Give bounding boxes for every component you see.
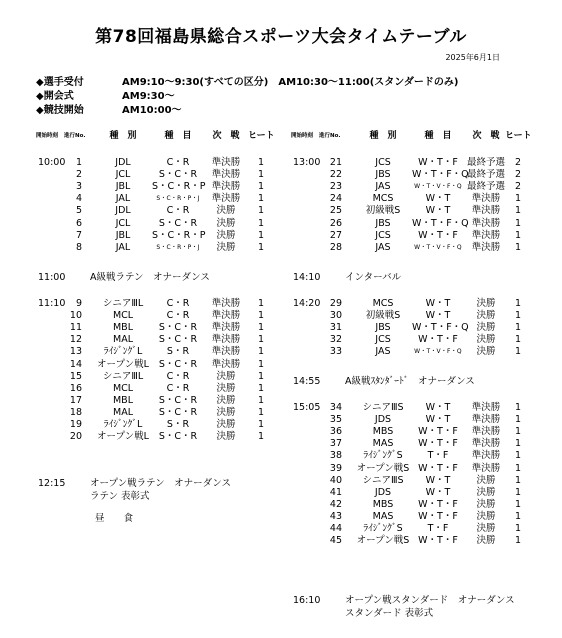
row-event: S・C・R <box>158 217 198 229</box>
header-time: 開始時刻 <box>36 133 59 139</box>
row-event: S・C・R・P <box>152 229 206 241</box>
row-round: 最終予選 <box>466 157 505 168</box>
row-round: 準決勝 <box>211 169 241 181</box>
row-heat: 1 <box>514 402 522 413</box>
row-event: C・R <box>166 205 190 217</box>
row-type: オープン戦L <box>97 431 149 443</box>
row-round: 決勝 <box>476 510 496 522</box>
row-type: JAL <box>115 241 131 253</box>
row-no: 16 <box>69 382 82 394</box>
row-type: JCL <box>115 169 131 181</box>
row-round: 決勝 <box>476 535 496 547</box>
row-heat: 1 <box>514 510 522 522</box>
row-no: 15 <box>69 370 82 382</box>
row-event: W・T・V・F・Q <box>414 243 462 251</box>
row-event: W・T・F・Q <box>412 217 469 229</box>
row-round: 決勝 <box>476 310 496 322</box>
row-heat: 1 <box>514 474 522 486</box>
row-heat: 1 <box>514 426 522 438</box>
row-type: ﾗｲｼﾞﾝｸﾞL <box>103 419 143 430</box>
row-no: 4 <box>75 193 82 205</box>
row-heat: 1 <box>257 322 265 334</box>
header-type: 種 別 <box>369 131 397 141</box>
row-type: JAS <box>375 241 391 253</box>
row-round: 準決勝 <box>471 402 501 413</box>
schedule-line <box>36 90 175 104</box>
row-heat: 1 <box>514 346 522 358</box>
group-note: インターバル <box>345 272 402 283</box>
row-heat: 2 <box>514 169 522 181</box>
row-round: 最終予選 <box>466 181 505 193</box>
row-heat: 2 <box>514 181 522 193</box>
row-heat: 1 <box>257 193 265 205</box>
header-no: 進行No. <box>64 133 86 139</box>
row-event: S・R <box>166 346 190 358</box>
row-no: 44 <box>329 523 342 534</box>
row-round: 最終予選 <box>466 169 505 181</box>
row-no: 22 <box>329 169 342 181</box>
header-event: 種 目 <box>424 131 452 141</box>
row-no: 10 <box>69 310 82 322</box>
group-note: A級戦ｽﾀﾝﾀﾞｰﾄﾞ オナーダンス <box>345 376 475 387</box>
row-no: 2 <box>75 169 82 181</box>
row-heat: 1 <box>514 438 522 450</box>
row-type: JCS <box>375 334 391 346</box>
row-event: C・R <box>166 310 190 322</box>
row-heat: 1 <box>514 535 522 547</box>
group-time: 13:00 <box>293 157 321 168</box>
row-no: 39 <box>329 462 342 474</box>
row-round: 準決勝 <box>211 346 241 358</box>
row-type: JDS <box>374 414 392 426</box>
group-time: 16:10 <box>293 595 321 606</box>
row-event: W・T <box>425 310 451 322</box>
row-event: C・R <box>166 157 190 168</box>
group-time: 14:20 <box>293 298 321 309</box>
row-no: 8 <box>75 241 82 253</box>
schedule-label: ◆開会式 <box>36 91 74 102</box>
row-no: 13 <box>69 346 82 358</box>
row-heat: 1 <box>257 346 265 358</box>
row-heat: 1 <box>514 334 522 346</box>
row-type: JDS <box>374 486 392 498</box>
row-event: W・T・F <box>418 498 458 510</box>
row-type: シニアⅢL <box>102 298 144 309</box>
row-round: 決勝 <box>476 298 496 309</box>
row-heat: 1 <box>514 241 522 253</box>
row-type: JBL <box>115 229 131 241</box>
row-heat: 1 <box>257 229 265 241</box>
row-round: 決勝 <box>216 205 236 217</box>
row-type: JBL <box>115 181 131 193</box>
row-round: 準決勝 <box>211 358 241 370</box>
row-no: 6 <box>75 217 82 229</box>
row-event: S・C・R・P・J <box>156 243 200 251</box>
row-event: W・T・V・F・Q <box>414 348 462 356</box>
row-heat: 1 <box>514 193 522 205</box>
group-time: 14:55 <box>293 376 321 387</box>
row-heat: 1 <box>257 181 265 193</box>
row-type: シニアⅢL <box>102 370 144 382</box>
row-no: 42 <box>329 498 342 510</box>
row-heat: 1 <box>514 414 522 426</box>
event-date: 2025年6月1日 <box>445 53 500 62</box>
row-event: W・T <box>425 474 451 486</box>
row-heat: 1 <box>514 322 522 334</box>
schedule-value: AM9:10～9:30(すべての区分) AM10:30～11:00(スタンダードのみ) <box>122 77 459 88</box>
row-round: 決勝 <box>216 370 236 382</box>
row-heat: 1 <box>257 394 265 406</box>
row-heat: 1 <box>514 498 522 510</box>
group-time: 11:10 <box>38 298 66 309</box>
row-heat: 1 <box>514 523 522 534</box>
group-time: 12:15 <box>38 478 66 489</box>
row-heat: 1 <box>514 298 522 309</box>
row-heat: 1 <box>514 450 522 462</box>
row-type: MAL <box>113 334 133 346</box>
group-note: オープン戦ラテン オナーダンス <box>90 478 231 489</box>
row-no: 23 <box>329 181 342 193</box>
row-no: 45 <box>329 535 342 547</box>
row-no: 36 <box>329 426 342 438</box>
row-round: 準決勝 <box>471 426 501 438</box>
row-round: 準決勝 <box>471 414 501 426</box>
row-heat: 1 <box>257 298 265 309</box>
schedule-line <box>36 76 458 90</box>
row-event: W・T・F <box>418 535 458 547</box>
row-event: S・C・R <box>158 322 198 334</box>
row-no: 38 <box>329 450 342 462</box>
row-round: 準決勝 <box>471 462 501 474</box>
row-no: 37 <box>329 438 342 450</box>
row-type: 初級戦S <box>365 205 401 217</box>
row-heat: 1 <box>257 334 265 346</box>
group-note-2: ラテン 表彰式 <box>90 491 150 502</box>
row-round: 準決勝 <box>211 334 241 346</box>
group-note: A級戦ラテン オナーダンス <box>90 272 210 283</box>
row-type: JAL <box>115 193 131 205</box>
group-time: 10:00 <box>38 157 66 168</box>
row-round: 決勝 <box>216 382 236 394</box>
row-type: 初級戦S <box>365 310 401 322</box>
row-event: S・C・R <box>158 334 198 346</box>
row-round: 決勝 <box>476 334 496 346</box>
row-no: 31 <box>329 322 342 334</box>
row-round: 準決勝 <box>211 310 241 322</box>
row-type: MAL <box>113 406 133 418</box>
row-type: MAS <box>372 510 394 522</box>
row-round: 準決勝 <box>471 205 501 217</box>
row-event: W・T <box>425 486 451 498</box>
row-round: 決勝 <box>476 486 496 498</box>
row-event: C・R <box>166 370 190 382</box>
row-event: W・T・F・Q <box>412 322 469 334</box>
row-heat: 1 <box>257 406 265 418</box>
row-type: シニアⅢS <box>362 474 404 486</box>
row-event: W・T・F <box>418 229 458 241</box>
group-time: 11:00 <box>38 272 66 283</box>
row-event: W・T・F <box>418 334 458 346</box>
row-round: 決勝 <box>476 346 496 358</box>
row-no: 21 <box>329 157 342 168</box>
row-round: 準決勝 <box>471 241 501 253</box>
row-round: 決勝 <box>216 229 236 241</box>
row-event: W・T <box>425 193 451 205</box>
row-type: MBS <box>372 426 394 438</box>
row-no: 32 <box>329 334 342 346</box>
row-no: 9 <box>75 298 82 309</box>
row-event: T・F <box>427 450 449 462</box>
row-event: W・T・F <box>418 157 458 168</box>
row-heat: 1 <box>257 382 265 394</box>
row-no: 30 <box>329 310 342 322</box>
row-event: C・R <box>166 298 190 309</box>
row-heat: 1 <box>257 157 265 168</box>
row-heat: 1 <box>514 205 522 217</box>
row-heat: 1 <box>257 205 265 217</box>
row-type: オープン戦S <box>356 462 410 474</box>
row-no: 11 <box>69 322 82 334</box>
row-round: 準決勝 <box>471 217 501 229</box>
row-type: JDL <box>115 205 131 217</box>
row-round: 準決勝 <box>211 322 241 334</box>
row-type: MBL <box>112 322 133 334</box>
row-round: 決勝 <box>476 523 496 534</box>
row-event: S・C・R <box>158 431 198 443</box>
header-round: 次 戦 <box>472 131 500 141</box>
row-round: 決勝 <box>216 431 236 443</box>
row-no: 40 <box>329 474 342 486</box>
row-event: W・T・F <box>418 462 458 474</box>
row-round: 決勝 <box>216 406 236 418</box>
row-type: JCL <box>115 217 131 229</box>
header-time: 開始時刻 <box>291 133 314 139</box>
row-type: MBL <box>112 394 133 406</box>
schedule-value: AM10:00～ <box>122 105 182 116</box>
row-no: 14 <box>69 358 82 370</box>
row-no: 20 <box>69 431 82 443</box>
row-heat: 1 <box>257 419 265 430</box>
row-event: W・T <box>425 298 451 309</box>
row-round: 準決勝 <box>211 181 241 193</box>
row-no: 33 <box>329 346 342 358</box>
row-no: 41 <box>329 486 342 498</box>
group-note-2: スタンダード 表彰式 <box>345 608 434 619</box>
group-note: オープン戦スタンダード オナーダンス <box>345 595 515 606</box>
row-type: ﾗｲｼﾞﾝｸﾞL <box>103 346 143 358</box>
row-event: W・T・F <box>418 426 458 438</box>
header-no: 進行No. <box>319 133 341 139</box>
row-round: 準決勝 <box>471 450 501 462</box>
row-event: W・T <box>425 402 451 413</box>
row-type: ﾗｲｼﾞﾝｸﾞS <box>363 523 403 534</box>
row-no: 29 <box>329 298 342 309</box>
row-heat: 1 <box>257 169 265 181</box>
row-type: JBS <box>375 217 391 229</box>
row-no: 28 <box>329 241 342 253</box>
row-event: S・C・R <box>158 394 198 406</box>
row-round: 準決勝 <box>471 438 501 450</box>
row-no: 5 <box>75 205 82 217</box>
row-heat: 1 <box>257 241 265 253</box>
row-heat: 2 <box>514 157 522 168</box>
row-round: 準決勝 <box>471 193 501 205</box>
row-type: JBS <box>375 322 391 334</box>
row-type: JCS <box>375 229 391 241</box>
schedule-label: ◆選手受付 <box>36 77 84 88</box>
row-round: 準決勝 <box>211 157 241 168</box>
row-heat: 1 <box>257 370 265 382</box>
row-no: 3 <box>75 181 82 193</box>
row-event: S・C・R <box>158 406 198 418</box>
row-round: 決勝 <box>476 322 496 334</box>
row-no: 19 <box>69 419 82 430</box>
row-round: 決勝 <box>216 241 236 253</box>
row-type: ﾗｲｼﾞﾝｸﾞS <box>363 450 403 462</box>
row-round: 決勝 <box>476 474 496 486</box>
row-type: JCS <box>375 157 391 168</box>
row-round: 準決勝 <box>211 193 241 205</box>
row-type: MCL <box>112 310 134 322</box>
row-type: オープン戦L <box>97 358 149 370</box>
row-round: 決勝 <box>216 419 236 430</box>
row-no: 25 <box>329 205 342 217</box>
row-heat: 1 <box>514 310 522 322</box>
header-heat: ヒート <box>505 131 532 141</box>
header-type: 種 別 <box>109 131 137 141</box>
row-round: 準決勝 <box>211 298 241 309</box>
group-time: 15:05 <box>293 402 321 413</box>
row-type: シニアⅢS <box>362 402 404 413</box>
row-heat: 1 <box>514 217 522 229</box>
row-no: 26 <box>329 217 342 229</box>
header-event: 種 目 <box>164 131 192 141</box>
schedule-line <box>36 104 182 118</box>
header-round: 次 戦 <box>212 131 240 141</box>
row-type: MCS <box>372 193 394 205</box>
row-round: 決勝 <box>216 394 236 406</box>
row-no: 12 <box>69 334 82 346</box>
row-event: C・R <box>166 382 190 394</box>
row-no: 27 <box>329 229 342 241</box>
row-event: S・C・R <box>158 358 198 370</box>
row-heat: 1 <box>514 462 522 474</box>
row-event: S・C・R <box>158 169 198 181</box>
row-heat: 1 <box>257 217 265 229</box>
row-event: W・T <box>425 414 451 426</box>
schedule-label: ◆競技開始 <box>36 105 84 116</box>
row-no: 18 <box>69 406 82 418</box>
row-type: MCL <box>112 382 134 394</box>
row-event: T・F <box>427 523 449 534</box>
row-no: 7 <box>75 229 82 241</box>
row-type: MCS <box>372 298 394 309</box>
row-type: JBS <box>375 169 391 181</box>
group-time: 14:10 <box>293 272 321 283</box>
row-type: JAS <box>375 181 391 193</box>
row-event: S・C・R・P・J <box>156 195 200 203</box>
row-event: S・C・R・P <box>152 181 206 193</box>
row-type: オープン戦S <box>356 535 410 547</box>
group-note-3: 昼 食 <box>95 513 134 524</box>
row-no: 1 <box>75 157 82 168</box>
row-type: MAS <box>372 438 394 450</box>
row-heat: 1 <box>257 358 265 370</box>
row-event: W・T・F <box>418 510 458 522</box>
row-no: 24 <box>329 193 342 205</box>
row-event: W・T・V・F・Q <box>414 183 462 191</box>
row-no: 43 <box>329 510 342 522</box>
row-round: 決勝 <box>216 217 236 229</box>
row-type: JDL <box>115 157 131 168</box>
row-heat: 1 <box>514 486 522 498</box>
row-round: 決勝 <box>476 498 496 510</box>
row-event: W・T・F・Q <box>412 169 469 181</box>
row-event: W・T・F <box>418 438 458 450</box>
row-type: MBS <box>372 498 394 510</box>
row-round: 準決勝 <box>471 229 501 241</box>
row-no: 17 <box>69 394 82 406</box>
row-no: 34 <box>329 402 342 413</box>
page-title: 第78回福島県総合スポーツ大会タイムテーブル <box>95 27 467 47</box>
row-no: 35 <box>329 414 342 426</box>
row-heat: 1 <box>257 310 265 322</box>
row-event: W・T <box>425 205 451 217</box>
header-heat: ヒート <box>248 131 275 141</box>
row-heat: 1 <box>514 229 522 241</box>
row-heat: 1 <box>257 431 265 443</box>
schedule-value: AM9:30～ <box>122 91 175 102</box>
row-event: S・R <box>166 419 190 430</box>
row-type: JAS <box>375 346 391 358</box>
